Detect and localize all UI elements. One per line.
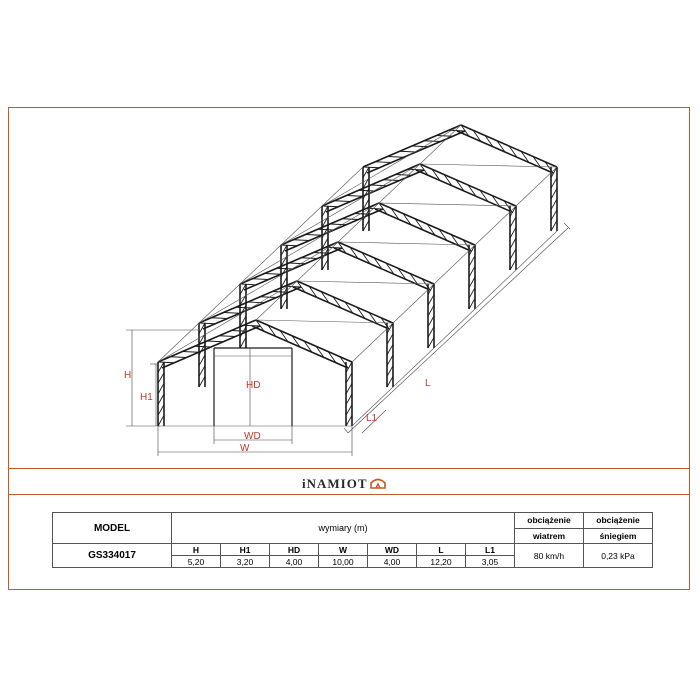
- dim-label-h: H: [124, 370, 132, 381]
- model-value: GS334017: [53, 544, 172, 568]
- snow-value: 0,23 kPa: [584, 544, 653, 568]
- wind-header: obciążenie: [515, 513, 584, 529]
- model-header: MODEL: [53, 513, 172, 544]
- col-name-h: H: [172, 544, 221, 556]
- col-value-hd: 4,00: [270, 556, 319, 568]
- tent-logo-icon: [370, 476, 386, 489]
- dimension-lines: [126, 223, 570, 456]
- col-name-l: L: [417, 544, 466, 556]
- dim-label-w: W: [240, 443, 250, 454]
- col-value-l: 12,20: [417, 556, 466, 568]
- col-value-w: 10,00: [319, 556, 368, 568]
- snow-header-2: śniegiem: [584, 528, 653, 544]
- col-name-h1: H1: [221, 544, 270, 556]
- dim-label-hd: HD: [246, 380, 261, 391]
- wind-header-2: wiatrem: [515, 528, 584, 544]
- col-name-wd: WD: [368, 544, 417, 556]
- dims-header: wymiary (m): [172, 513, 515, 544]
- dim-label-l1: L1: [366, 413, 378, 424]
- brand-name: iNAMIOT: [302, 476, 368, 491]
- col-value-l1: 3,05: [466, 556, 515, 568]
- col-value-wd: 4,00: [368, 556, 417, 568]
- col-value-h: 5,20: [172, 556, 221, 568]
- dim-label-wd: WD: [244, 431, 261, 442]
- tent-frame-drawing: [8, 108, 690, 468]
- col-name-l1: L1: [466, 544, 515, 556]
- col-name-hd: HD: [270, 544, 319, 556]
- dim-label-l: L: [425, 378, 431, 389]
- col-name-w: W: [319, 544, 368, 556]
- truss-structure: [158, 125, 557, 426]
- snow-header: obciążenie: [584, 513, 653, 529]
- dim-label-h1: H1: [140, 392, 153, 403]
- wind-value: 80 km/h: [515, 544, 584, 568]
- col-value-h1: 3,20: [221, 556, 270, 568]
- bracing-lines: [158, 125, 557, 426]
- spec-table: [52, 512, 653, 568]
